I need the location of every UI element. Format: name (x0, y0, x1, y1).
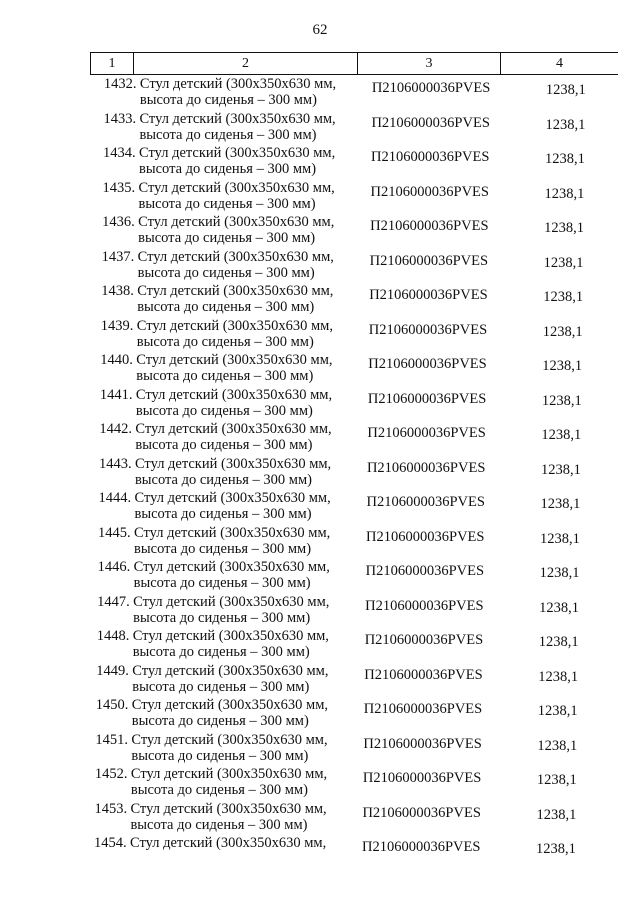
item-price: 1238,1 (536, 772, 577, 788)
item-code: П2106000036PVES (365, 597, 484, 614)
item-description-line-1: Стул детский (300x350x630 мм, (135, 386, 333, 403)
header-col-2: 2 (134, 53, 358, 74)
row-number: 1448. (96, 628, 130, 644)
item-code: П2106000036PVES (366, 528, 485, 545)
item-code: П2106000036PVES (367, 390, 487, 407)
item-description-line-2: высота до сиденья – 300 мм) (132, 644, 310, 660)
item-description-line-2: высота до сиденья – 300 мм) (138, 195, 316, 212)
item-description-line-2: высота до сиденья – 300 мм) (139, 126, 317, 143)
item-description-line-1: Стул детский (300x350x630 мм, (131, 697, 329, 713)
item-price: 1238,1 (540, 461, 581, 478)
item-description-line-1: Стул детский (300x350x630 мм, (130, 800, 327, 817)
item-description-line-2: высота до сиденья – 300 мм) (131, 713, 309, 729)
item-description-line-2: высота до сиденья – 300 мм) (136, 333, 314, 350)
item-code: П2106000036PVES (366, 494, 485, 510)
item-description-line-2: высота до сиденья – 300 мм) (134, 540, 312, 557)
item-description-line-2: высота до сиденья – 300 мм) (133, 575, 311, 591)
item-code: П2106000036PVES (362, 770, 482, 786)
item-code: П2106000036PVES (369, 287, 488, 303)
item-price: 1238,1 (536, 841, 576, 857)
item-price: 1238,1 (544, 220, 584, 236)
item-code: П2106000036PVES (363, 701, 483, 717)
item-code: П2106000036PVES (365, 563, 485, 579)
item-code: П2106000036PVES (362, 804, 481, 821)
item-code: П2106000036PVES (366, 459, 486, 476)
item-description-line-2: высота до сиденья – 300 мм) (138, 230, 316, 246)
row-number: 1449. (96, 662, 129, 679)
item-description-line-1: Стул детский (300x350x630 мм, (134, 524, 331, 541)
item-price: 1238,1 (542, 358, 583, 374)
item-price: 1238,1 (536, 806, 577, 823)
row-number: 1442. (99, 421, 133, 437)
item-description-line-2: высота до сиденья – 300 мм) (139, 92, 317, 108)
item-description-line-1: Стул детский (300x350x630 мм, (138, 179, 335, 196)
item-price: 1238,1 (543, 254, 584, 271)
table-row (95, 455, 623, 490)
item-description-line-1: Стул детский (300x350x630 мм, (135, 421, 332, 437)
item-description-line-1: Стул детский (300x350x630 мм, (132, 662, 329, 679)
table-row (90, 800, 618, 835)
header-col-4: 4 (556, 56, 563, 71)
item-price: 1238,1 (537, 737, 578, 754)
item-description-line-1: Стул детский (300x350x630 мм, (137, 283, 334, 299)
item-description-line-2: высота до сиденья – 300 мм) (135, 402, 313, 419)
row-number: 1440. (100, 352, 133, 368)
item-price: 1238,1 (544, 185, 585, 202)
table-row (91, 765, 619, 800)
item-description-line-1: Стул детский (300x350x630 мм, (130, 835, 327, 851)
item-price: 1238,1 (537, 703, 578, 719)
row-number: 1451. (95, 731, 128, 748)
row-number: 1436. (102, 214, 135, 230)
row-number: 1438. (101, 283, 134, 299)
row-number: 1446. (97, 559, 131, 575)
item-description-line-2: высота до сиденья – 300 мм) (135, 437, 313, 453)
table-row (94, 558, 622, 593)
table-row (98, 213, 626, 248)
table-row (96, 351, 624, 386)
item-description-line-2: высота до сиденья – 300 мм) (130, 782, 308, 798)
table-row (99, 144, 627, 179)
item-price: 1238,1 (545, 116, 586, 133)
item-code: П2106000036PVES (370, 183, 489, 200)
table-row (95, 420, 623, 455)
item-code: П2106000036PVES (364, 632, 484, 648)
row-number: 1433. (103, 110, 137, 127)
row-number: 1454. (94, 835, 127, 851)
table-row (100, 75, 628, 110)
item-description-line-2: высота до сиденья – 300 мм) (136, 368, 314, 384)
item-price: 1238,1 (539, 565, 580, 581)
table-row (93, 627, 621, 662)
item-description-line-1: Стул детский (300x350x630 мм, (139, 145, 336, 161)
item-code: П2106000036PVES (367, 425, 486, 441)
price-table (90, 52, 618, 869)
item-description-line-1: Стул детский (300x350x630 мм, (134, 490, 331, 506)
row-number: 1435. (102, 179, 136, 196)
item-description-line-1: Стул детский (300x350x630 мм, (133, 559, 330, 575)
item-code: П2106000036PVES (371, 80, 491, 96)
table-row (95, 489, 623, 524)
row-number: 1441. (99, 386, 133, 403)
item-price: 1238,1 (539, 599, 580, 616)
item-description-line-2: высота до сиденья – 300 мм) (130, 816, 308, 833)
row-number: 1439. (100, 317, 134, 334)
row-number: 1447. (97, 593, 130, 610)
item-price: 1238,1 (545, 82, 586, 98)
table-row (92, 696, 620, 731)
item-description-line-2: высота до сиденья – 300 мм) (137, 299, 315, 315)
table-row (93, 593, 621, 628)
table-row (97, 317, 625, 352)
item-description-line-1: Стул детский (300x350x630 мм, (137, 248, 334, 265)
row-number: 1450. (95, 697, 129, 713)
item-price: 1238,1 (538, 668, 579, 685)
row-number: 1445. (98, 524, 131, 541)
item-price: 1238,1 (540, 530, 580, 547)
item-description-line-1: Стул детский (300x350x630 мм, (134, 455, 332, 472)
header-col-1: 1 (90, 53, 134, 74)
row-number: 1437. (101, 248, 135, 265)
table-header (90, 52, 618, 75)
row-number: 1432. (103, 76, 137, 92)
row-number: 1443. (98, 455, 132, 472)
item-description-line-2: высота до сиденья – 300 мм) (134, 506, 312, 522)
item-code: П2106000036PVES (364, 666, 483, 683)
item-price: 1238,1 (541, 392, 582, 409)
item-description-line-1: Стул детский (300x350x630 мм, (136, 317, 333, 334)
item-description-line-1: Стул детский (300x350x630 мм, (132, 628, 329, 644)
item-code: П2106000036PVES (368, 321, 488, 338)
item-description-line-1: Стул детский (300x350x630 мм, (131, 731, 328, 748)
item-code: П2106000036PVES (362, 839, 481, 855)
row-number: 1434. (103, 145, 136, 161)
table-row (98, 248, 626, 283)
item-code: П2106000036PVES (371, 149, 490, 165)
item-description-line-2: высота до сиденья – 300 мм) (133, 609, 311, 626)
item-code: П2106000036PVES (363, 735, 482, 752)
item-code: П2106000036PVES (370, 218, 489, 234)
table-row (97, 282, 625, 317)
item-price: 1238,1 (542, 323, 583, 340)
item-description-line-2: высота до сиденья – 300 мм) (139, 161, 317, 177)
row-number: 1444. (98, 490, 132, 506)
item-description-line-1: Стул детский (300x350x630 мм, (139, 76, 337, 92)
item-price: 1238,1 (541, 427, 582, 443)
table-row (99, 179, 627, 214)
table-row (90, 834, 618, 869)
item-description-line-2: высота до сиденья – 300 мм) (131, 747, 309, 764)
item-description-line-1: Стул детский (300x350x630 мм, (130, 766, 328, 782)
item-price: 1238,1 (540, 496, 581, 512)
header-col-3: 3 (358, 53, 501, 74)
item-description-line-2: высота до сиденья – 300 мм) (137, 264, 315, 281)
item-code: П2106000036PVES (371, 114, 490, 131)
table-row (96, 386, 624, 421)
item-price: 1238,1 (545, 151, 585, 167)
table-row (92, 662, 620, 697)
item-code: П2106000036PVES (368, 356, 487, 372)
table-row (91, 731, 619, 766)
table-row (99, 110, 627, 145)
item-description-line-2: высота до сиденья – 300 мм) (134, 471, 312, 488)
item-description-line-1: Стул детский (300x350x630 мм, (139, 110, 336, 127)
item-description-line-1: Стул детский (300x350x630 мм, (138, 214, 335, 230)
item-code: П2106000036PVES (369, 252, 489, 269)
table-row (94, 524, 622, 559)
item-description-line-1: Стул детский (300x350x630 мм, (136, 352, 333, 368)
item-price: 1238,1 (543, 289, 584, 305)
table-body (90, 75, 618, 869)
item-price: 1238,1 (538, 634, 579, 650)
item-description-line-2: высота до сиденья – 300 мм) (132, 678, 310, 695)
page-number: 62 (312, 22, 328, 38)
row-number: 1452. (94, 766, 128, 782)
row-number: 1453. (94, 800, 128, 817)
item-description-line-1: Стул детский (300x350x630 мм, (133, 593, 330, 610)
